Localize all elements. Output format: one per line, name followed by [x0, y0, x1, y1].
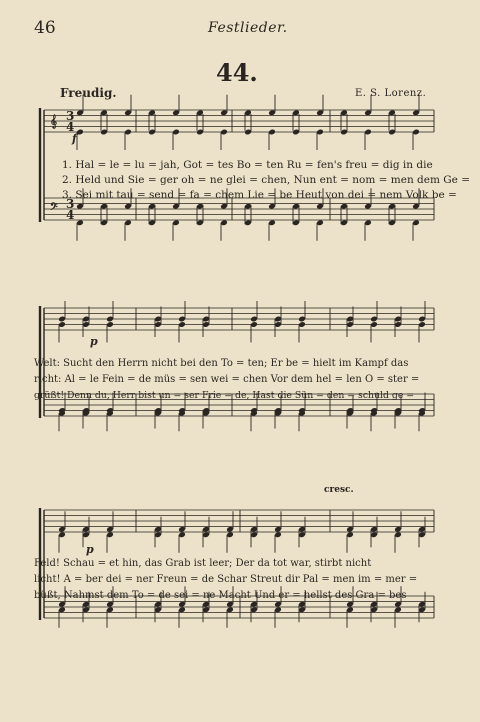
lyric-line: 2. Held und Sie = ger oh = ne glei = chen, Nun ent = nom = men dem Ge =: [62, 174, 471, 186]
bass-clef: 𝄢: [50, 201, 58, 215]
hymn-number: 44.: [216, 58, 258, 87]
lyric-line: richt: Al = le Fein = de müs = sen wei = chen Vor dem hel = len O = ster =: [34, 374, 420, 385]
lyric-line: licht! A = ber dei = ner Freun = de Schar Streut dir Pal = men im = mer =: [34, 574, 418, 585]
crescendo-marking: cresc.: [324, 485, 354, 495]
dynamic-piano-1: p: [90, 335, 98, 348]
composer-credit: E. S. Lorenz.: [355, 88, 427, 99]
dynamic-piano-2: p: [86, 543, 94, 556]
lyric-line: Feld! Schau = et hin, das Grab ist leer; Der da tot war, stirbt nicht: [34, 558, 372, 569]
page-number: 46: [34, 18, 56, 38]
treble-clef: 𝄞: [50, 114, 58, 128]
tempo-marking: Freudig.: [60, 86, 117, 100]
dynamic-forte: f: [72, 132, 77, 145]
lyric-line: 1. Hal = le = lu = jah, Got = tes Bo = ten Ru = fen's freu = dig in die: [62, 159, 433, 171]
running-head: Festlieder.: [208, 20, 288, 36]
lyric-line: grüßt! Denn du, Herr bist un = ser Frie = de, Hast die Sün = den = schuld ge =: [34, 390, 415, 401]
time-signature-bottom: 4: [66, 120, 75, 134]
time-signature-top: 3: [66, 109, 75, 123]
lyric-line: Welt: Sucht den Herrn nicht bei den To = ten; Er be = hielt im Kampf das: [34, 358, 409, 369]
lyric-line: 3. Sei mit tau = send = fa = chem Lie = be Heut von dei = nem Volk be =: [62, 189, 457, 201]
lyric-line: büßt, Nahmst dem To = de sei = ne Macht Und er = hellst des Gra = bes: [34, 590, 407, 601]
time-signature-top: 3: [66, 197, 75, 211]
time-signature-bottom: 4: [66, 208, 75, 222]
